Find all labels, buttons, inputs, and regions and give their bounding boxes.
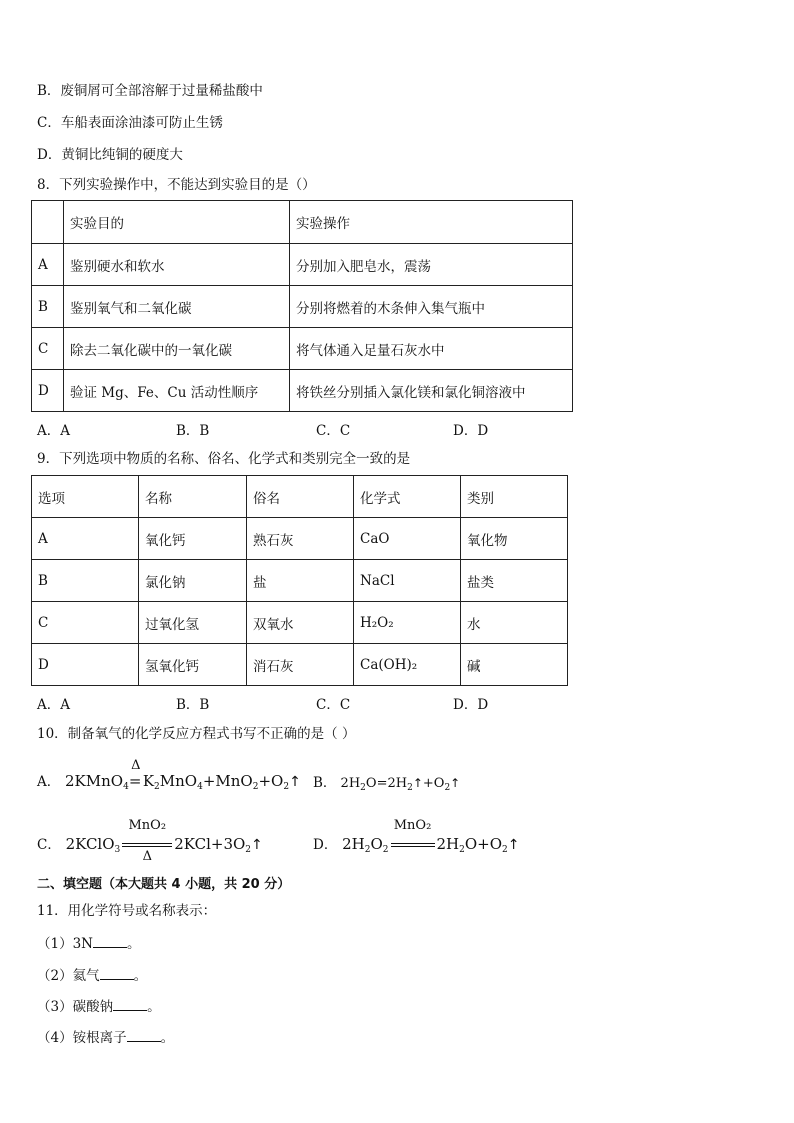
- q9-table: [31, 475, 568, 686]
- table-cell: A: [32, 244, 64, 286]
- table-cell: 分别加入肥皂水，震荡: [290, 244, 573, 286]
- item-suffix: 。: [127, 936, 141, 952]
- table-cell: 氧化物: [461, 518, 568, 560]
- table-header-cell: 俗名: [247, 476, 354, 518]
- option-a: A．A: [37, 423, 70, 439]
- table-cell: 过氧化氢: [139, 602, 247, 644]
- table-row: [32, 286, 573, 328]
- item-prefix: （4）铵根离子: [37, 1030, 127, 1046]
- q11-item-4: [37, 1027, 174, 1047]
- q9-stem: 9．下列选项中物质的名称、俗名、化学式和类别完全一致的是: [37, 451, 411, 467]
- table-row: [32, 244, 573, 286]
- option-a: A．A: [37, 697, 70, 713]
- table-cell: 水: [461, 602, 568, 644]
- item-suffix: 。: [160, 1030, 175, 1046]
- table-header-cell: 名称: [139, 476, 247, 518]
- table-header-cell: 选项: [32, 476, 139, 518]
- table-row: [32, 370, 573, 412]
- answer-blank[interactable]: [127, 1027, 161, 1042]
- equation-d: D． $2H_2O_2$ MnO₂ $2H_2O+O_2↑$: [313, 818, 520, 855]
- q8-stem: 8．下列实验操作中，不能达到实验目的是（）: [37, 177, 316, 193]
- option-b: B．B: [176, 423, 210, 439]
- delta-condition: Δ: [131, 758, 141, 773]
- option-d-label: D．: [313, 837, 338, 853]
- table-header-cell: 实验目的: [64, 201, 290, 244]
- section-title: 二、填空题（本大题共 4 小题，共 20 分）: [37, 877, 291, 892]
- table-row: [32, 560, 568, 602]
- q8-options: [37, 419, 597, 437]
- q8-table: [31, 200, 573, 412]
- table-cell: B: [32, 560, 139, 602]
- answer-blank[interactable]: [100, 965, 134, 980]
- option-c: C．C: [316, 697, 351, 713]
- option-c-label: C．: [37, 837, 61, 853]
- q11-stem: 11．用化学符号或名称表示：: [37, 903, 217, 919]
- table-cell: 氧化钙: [139, 518, 247, 560]
- table-cell: 盐类: [461, 560, 568, 602]
- table-cell: 双氧水: [247, 602, 354, 644]
- table-cell: C: [32, 602, 139, 644]
- mno2-catalyst: MnO₂: [128, 818, 167, 833]
- answer-blank[interactable]: [113, 996, 147, 1011]
- table-cell: C: [32, 328, 64, 370]
- table-cell: D: [32, 370, 64, 412]
- mno2-catalyst: MnO₂: [393, 818, 432, 833]
- q7-option-d: D．黄铜比纯铜的硬度大: [37, 147, 183, 163]
- table-header-cell: 类别: [461, 476, 568, 518]
- table-cell: NaCl: [354, 560, 461, 602]
- table-cell: 除去二氧化碳中的一氧化碳: [64, 328, 290, 370]
- option-b: B．B: [176, 697, 210, 713]
- answer-blank[interactable]: [93, 933, 127, 948]
- table-cell: 将气体通入足量石灰水中: [290, 328, 573, 370]
- table-cell: 消石灰: [247, 644, 354, 686]
- table-cell: 熟石灰: [247, 518, 354, 560]
- option-c: C．C: [316, 423, 351, 439]
- table-cell: 验证 Mg、Fe、Cu 活动性顺序: [64, 370, 290, 412]
- q11-item-2: [37, 965, 147, 985]
- table-cell: B: [32, 286, 64, 328]
- option-b-label: B．: [313, 775, 337, 791]
- option-d: D．D: [453, 423, 489, 439]
- item-prefix: （3）碳酸钠: [37, 999, 114, 1015]
- equation-b: B． $2H_2O=2H_2↑+O_2↑$: [313, 775, 461, 793]
- table-cell: 鉴别氧气和二氧化碳: [64, 286, 290, 328]
- table-cell: D: [32, 644, 139, 686]
- table-header-cell: 实验操作: [290, 201, 573, 244]
- q7-option-c: C．车船表面涂油漆可防止生锈: [37, 115, 223, 131]
- delta-condition: Δ: [142, 849, 152, 864]
- item-prefix: （1）3N: [37, 936, 93, 952]
- q11-item-3: [37, 996, 161, 1016]
- table-cell: H₂O₂: [354, 602, 461, 644]
- equation-c: C． 2KClO$_3$ MnO₂ Δ $2KCl+3O_2↑$: [37, 818, 263, 864]
- item-suffix: 。: [133, 968, 148, 984]
- table-cell: [32, 201, 64, 244]
- table-cell: 氯化钠: [139, 560, 247, 602]
- table-row: [32, 328, 573, 370]
- q10-stem: 10．制备氧气的化学反应方程式书写不正确的是（ ）: [37, 726, 356, 742]
- option-a-label: A．: [37, 774, 61, 790]
- table-row: [32, 602, 568, 644]
- table-cell: 盐: [247, 560, 354, 602]
- q7-option-b: B．废铜屑可全部溶解于过量稀盐酸中: [37, 83, 263, 99]
- table-cell: 氢氧化钙: [139, 644, 247, 686]
- item-prefix: （2）氦气: [37, 968, 100, 984]
- table-cell: 分别将燃着的木条伸入集气瓶中: [290, 286, 573, 328]
- table-cell: 鉴别硬水和软水: [64, 244, 290, 286]
- item-suffix: 。: [147, 999, 161, 1015]
- q11-item-1: [37, 933, 141, 953]
- table-cell: CaO: [354, 518, 461, 560]
- equation-a: A． 2KMnO$_4$ Δ $=K_2MnO_4+MnO_2+O_2↑$: [37, 758, 301, 792]
- table-header-row: [32, 476, 568, 518]
- table-cell: 碱: [461, 644, 568, 686]
- table-cell: Ca(OH)₂: [354, 644, 461, 686]
- option-d: D．D: [453, 697, 489, 713]
- table-row: [32, 518, 568, 560]
- table-row: [32, 644, 568, 686]
- table-cell: 将铁丝分别插入氯化镁和氯化铜溶液中: [290, 370, 573, 412]
- table-cell: A: [32, 518, 139, 560]
- q9-options: [37, 693, 597, 711]
- table-header-row: [32, 201, 573, 244]
- table-header-cell: 化学式: [354, 476, 461, 518]
